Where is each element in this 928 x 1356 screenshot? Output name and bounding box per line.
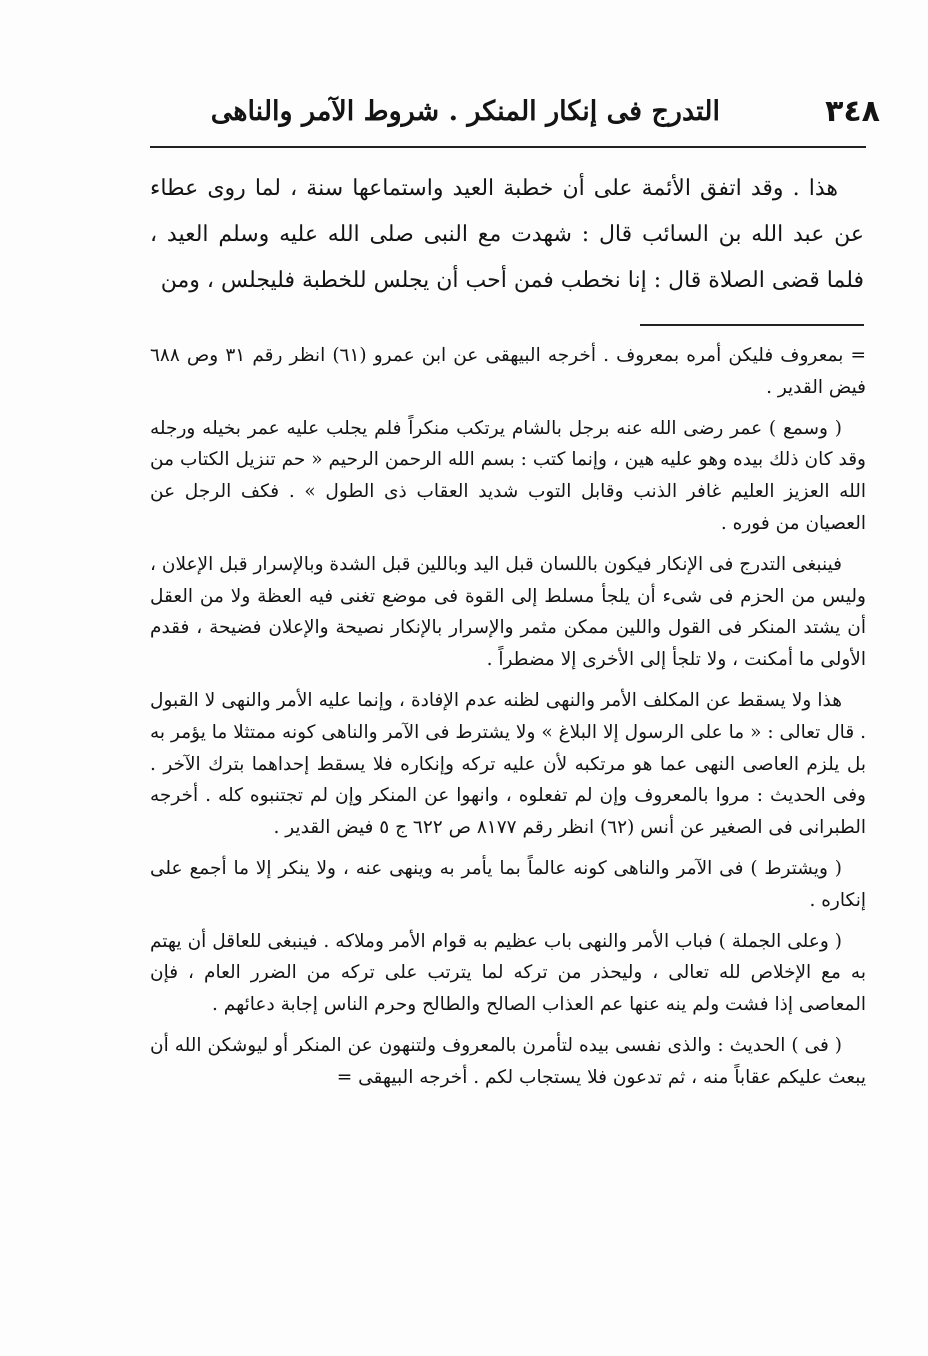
page-header — [150, 88, 880, 140]
main-text — [150, 166, 864, 304]
footnote-continuation: = بمعروف فليكن أمره بمعروف . أخرجه البيهقى عن ابن عمرو (٦١) انظر رقم ٣١ وص ٦٨٨ فيض القدير . — [150, 345, 867, 398]
main-paragraph: هذا . وقد اتفق الأئمة على أن خطبة العيد واستماعها سنة ، لما روى عطاء عن عبد الله بن السائب قال : شهدت مع النبى صلى الله عليه وسلم العيد ، فلما قضى الصلاة قال : إنا نخطب فمن أحب أن يجلس للخطبة فليجلس ، ومن — [150, 176, 864, 293]
footnotes — [150, 340, 866, 1103]
footnote-paragraph: هذا ولا يسقط عن المكلف الأمر والنهى لظنه عدم الإفادة ، وإنما عليه الأمر والنهى لا القبول . قال تعالى : « ما على الرسول إلا البلاغ » ولا يشترط فى الآمر والناهى كونه ممتثلا ما يؤمر به بل يلزم العاصى النهى عما هو مرتكبه لأن عليه تركه وإنكاره فلا يسقط إحداهما بترك الآخر . وفى الحديث : مروا بالمعروف وإن لم تفعلوه ، وانهوا عن المنكر وإن لم تجتنبوه كله . أخرجه الطبرانى فى الصغير عن أنس (٦٢) انظر رقم ٨١٧٧ ص ٦٢٢ ج ٥ فيض القدير . — [150, 689, 866, 839]
footnote-paragraph: فينبغى التدرج فى الإنكار فيكون باللسان قبل اليد وباللين قبل الشدة وبالإسرار قبل الإعلان ، وليس من الحزم فى شىء أن يلجأ مسلط إلى القوة فى موضع تغنى فيه العظة ولا من العقل أن يشتد المنكر فى القول واللين ممكن مثمر والإسرار بالإنكار نصيحة والإعلان فضيحة ، فقدم الأولى ما أمكنت ، ولا تلجأ إلى الأخرى إلا مضطراً . — [150, 553, 866, 671]
header-rule — [150, 146, 866, 148]
footnote-paragraph: ( ويشترط ) فى الآمر والناهى كونه عالماً بما يأمر به وينهى عنه ، ولا ينكر إلا ما أجمع على إنكاره . — [150, 857, 866, 911]
footnote-separator — [640, 324, 864, 326]
running-title: التدرج فى إنكار المنكر . شروط الآمر والناهى — [210, 96, 720, 127]
footnote-paragraph: ( وسمع ) عمر رضى الله عنه برجل بالشام يرتكب منكراً فلم يجلب عليه عمر بخيله ورجله وقد كان ذلك بيده وهو عليه هين ، وإنما كتب : بسم الله الرحمن الرحيم « حم تنزيل الكتاب من الله العزيز العليم غافر الذنب وقابل التوب شديد العقاب ذى الطول » . فكف الرجل عن العصيان من فوره . — [150, 417, 866, 534]
footnote-paragraph: ( وعلى الجملة ) فباب الأمر والنهى باب عظيم به قوام الأمر وملاكه . فينبغى للعاقل أن يهتم به مع الإخلاص لله تعالى ، وليحذر من تركه لما يترتب على تركه من الضرر العام ، فإن المعاصى إذا فشت ولم ينه عنها عم العذاب الصالح والطالح وحرم الناس إجابة دعائهم . — [150, 930, 866, 1016]
footnote-paragraph: ( فى ) الحديث : والذى نفسى بيده لتأمرن بالمعروف ولتنهون عن المنكر أو ليوشكن الله أن يبعث عليكم عقاباً منه ، ثم تدعون فلا يستجاب لكم . أخرجه البيهقى = — [150, 1034, 866, 1088]
page-number: ٣٤٨ — [825, 94, 880, 129]
